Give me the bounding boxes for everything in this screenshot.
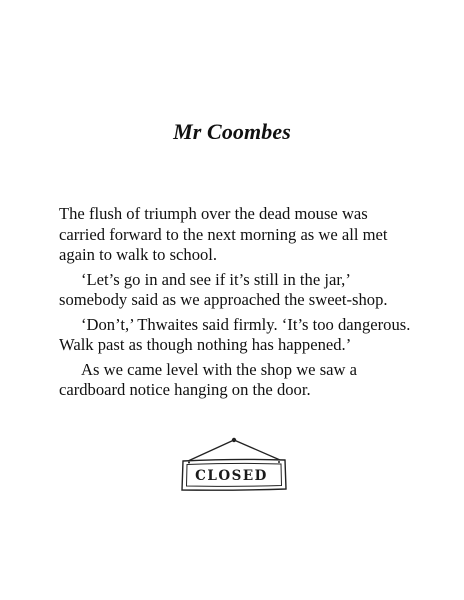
paragraph: ‘Don’t,’ Thwaites said firmly. ‘It’s too dangerous. Walk past as though nothing has happened.’ (59, 314, 411, 354)
chapter-title: Mr Coombes (173, 119, 291, 144)
paragraph: The flush of triumph over the dead mouse was carried forward to the next morning as we all met again to walk to school. (59, 204, 388, 264)
sign-label: CLOSED (195, 468, 268, 484)
paragraph: As we came level with the shop we saw a cardboard notice hanging on the door. (59, 359, 358, 399)
closed-sign-illustration (174, 434, 294, 496)
paragraph: ‘Let’s go in and see if it’s still in the jar,’ somebody said as we approached the sweet-shop. (59, 269, 388, 309)
chapter-body (59, 204, 411, 405)
hanging-sign-drawing (174, 434, 294, 496)
